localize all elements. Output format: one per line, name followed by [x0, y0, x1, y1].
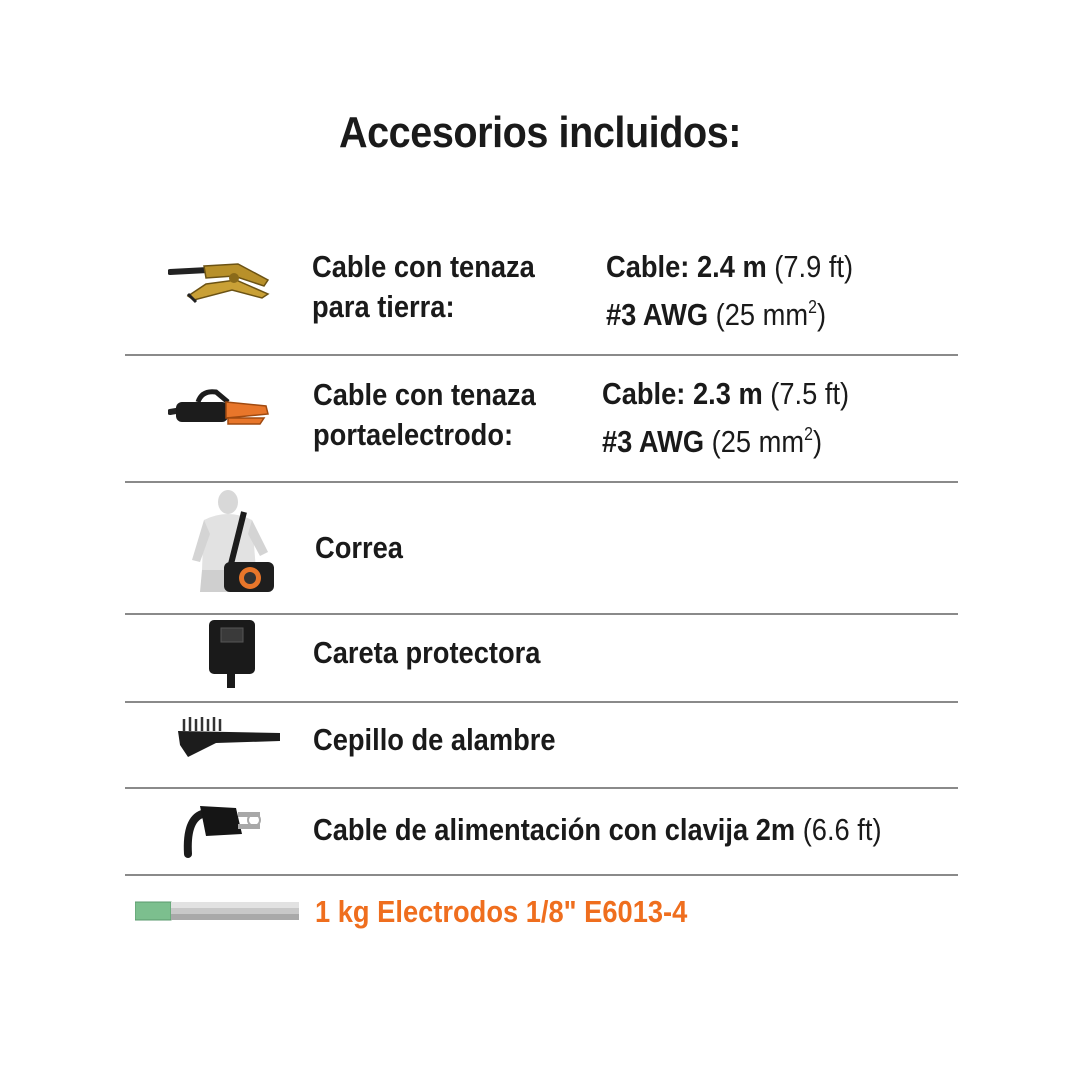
item-label: Correa — [315, 530, 403, 565]
item-label: 1 kg Electrodos 1/8" E6013-4 — [315, 894, 688, 929]
item-label: Cable con tenaza para tierra: — [312, 249, 535, 324]
welding-mask-icon — [205, 618, 257, 693]
ground-clamp-icon — [168, 258, 278, 313]
item-spec: Cable: 2.3 m (7.5 ft) #3 AWG (25 $mm^2$) — [602, 376, 850, 459]
electrode-rod-icon — [135, 898, 301, 929]
item-label: Cable de alimentación con clavija 2m (6.6 ft) — [313, 812, 882, 847]
page-title: Accesorios incluidos: — [338, 108, 742, 157]
divider — [125, 481, 958, 483]
divider — [125, 354, 958, 356]
item-label: Cable con tenaza portaelectrodo: — [313, 377, 536, 452]
divider — [125, 787, 958, 789]
divider — [125, 874, 958, 876]
item-label: Cepillo de alambre — [313, 722, 556, 757]
power-plug-icon — [180, 800, 272, 869]
electrode-holder-icon — [168, 388, 273, 437]
divider — [125, 613, 958, 615]
shoulder-strap-icon — [190, 490, 280, 597]
item-spec: Cable: 2.4 m (7.9 ft) #3 AWG (25 $mm^2$) — [606, 249, 854, 332]
divider — [125, 701, 958, 703]
wire-brush-icon — [176, 715, 282, 766]
item-label: Careta protectora — [313, 635, 541, 670]
